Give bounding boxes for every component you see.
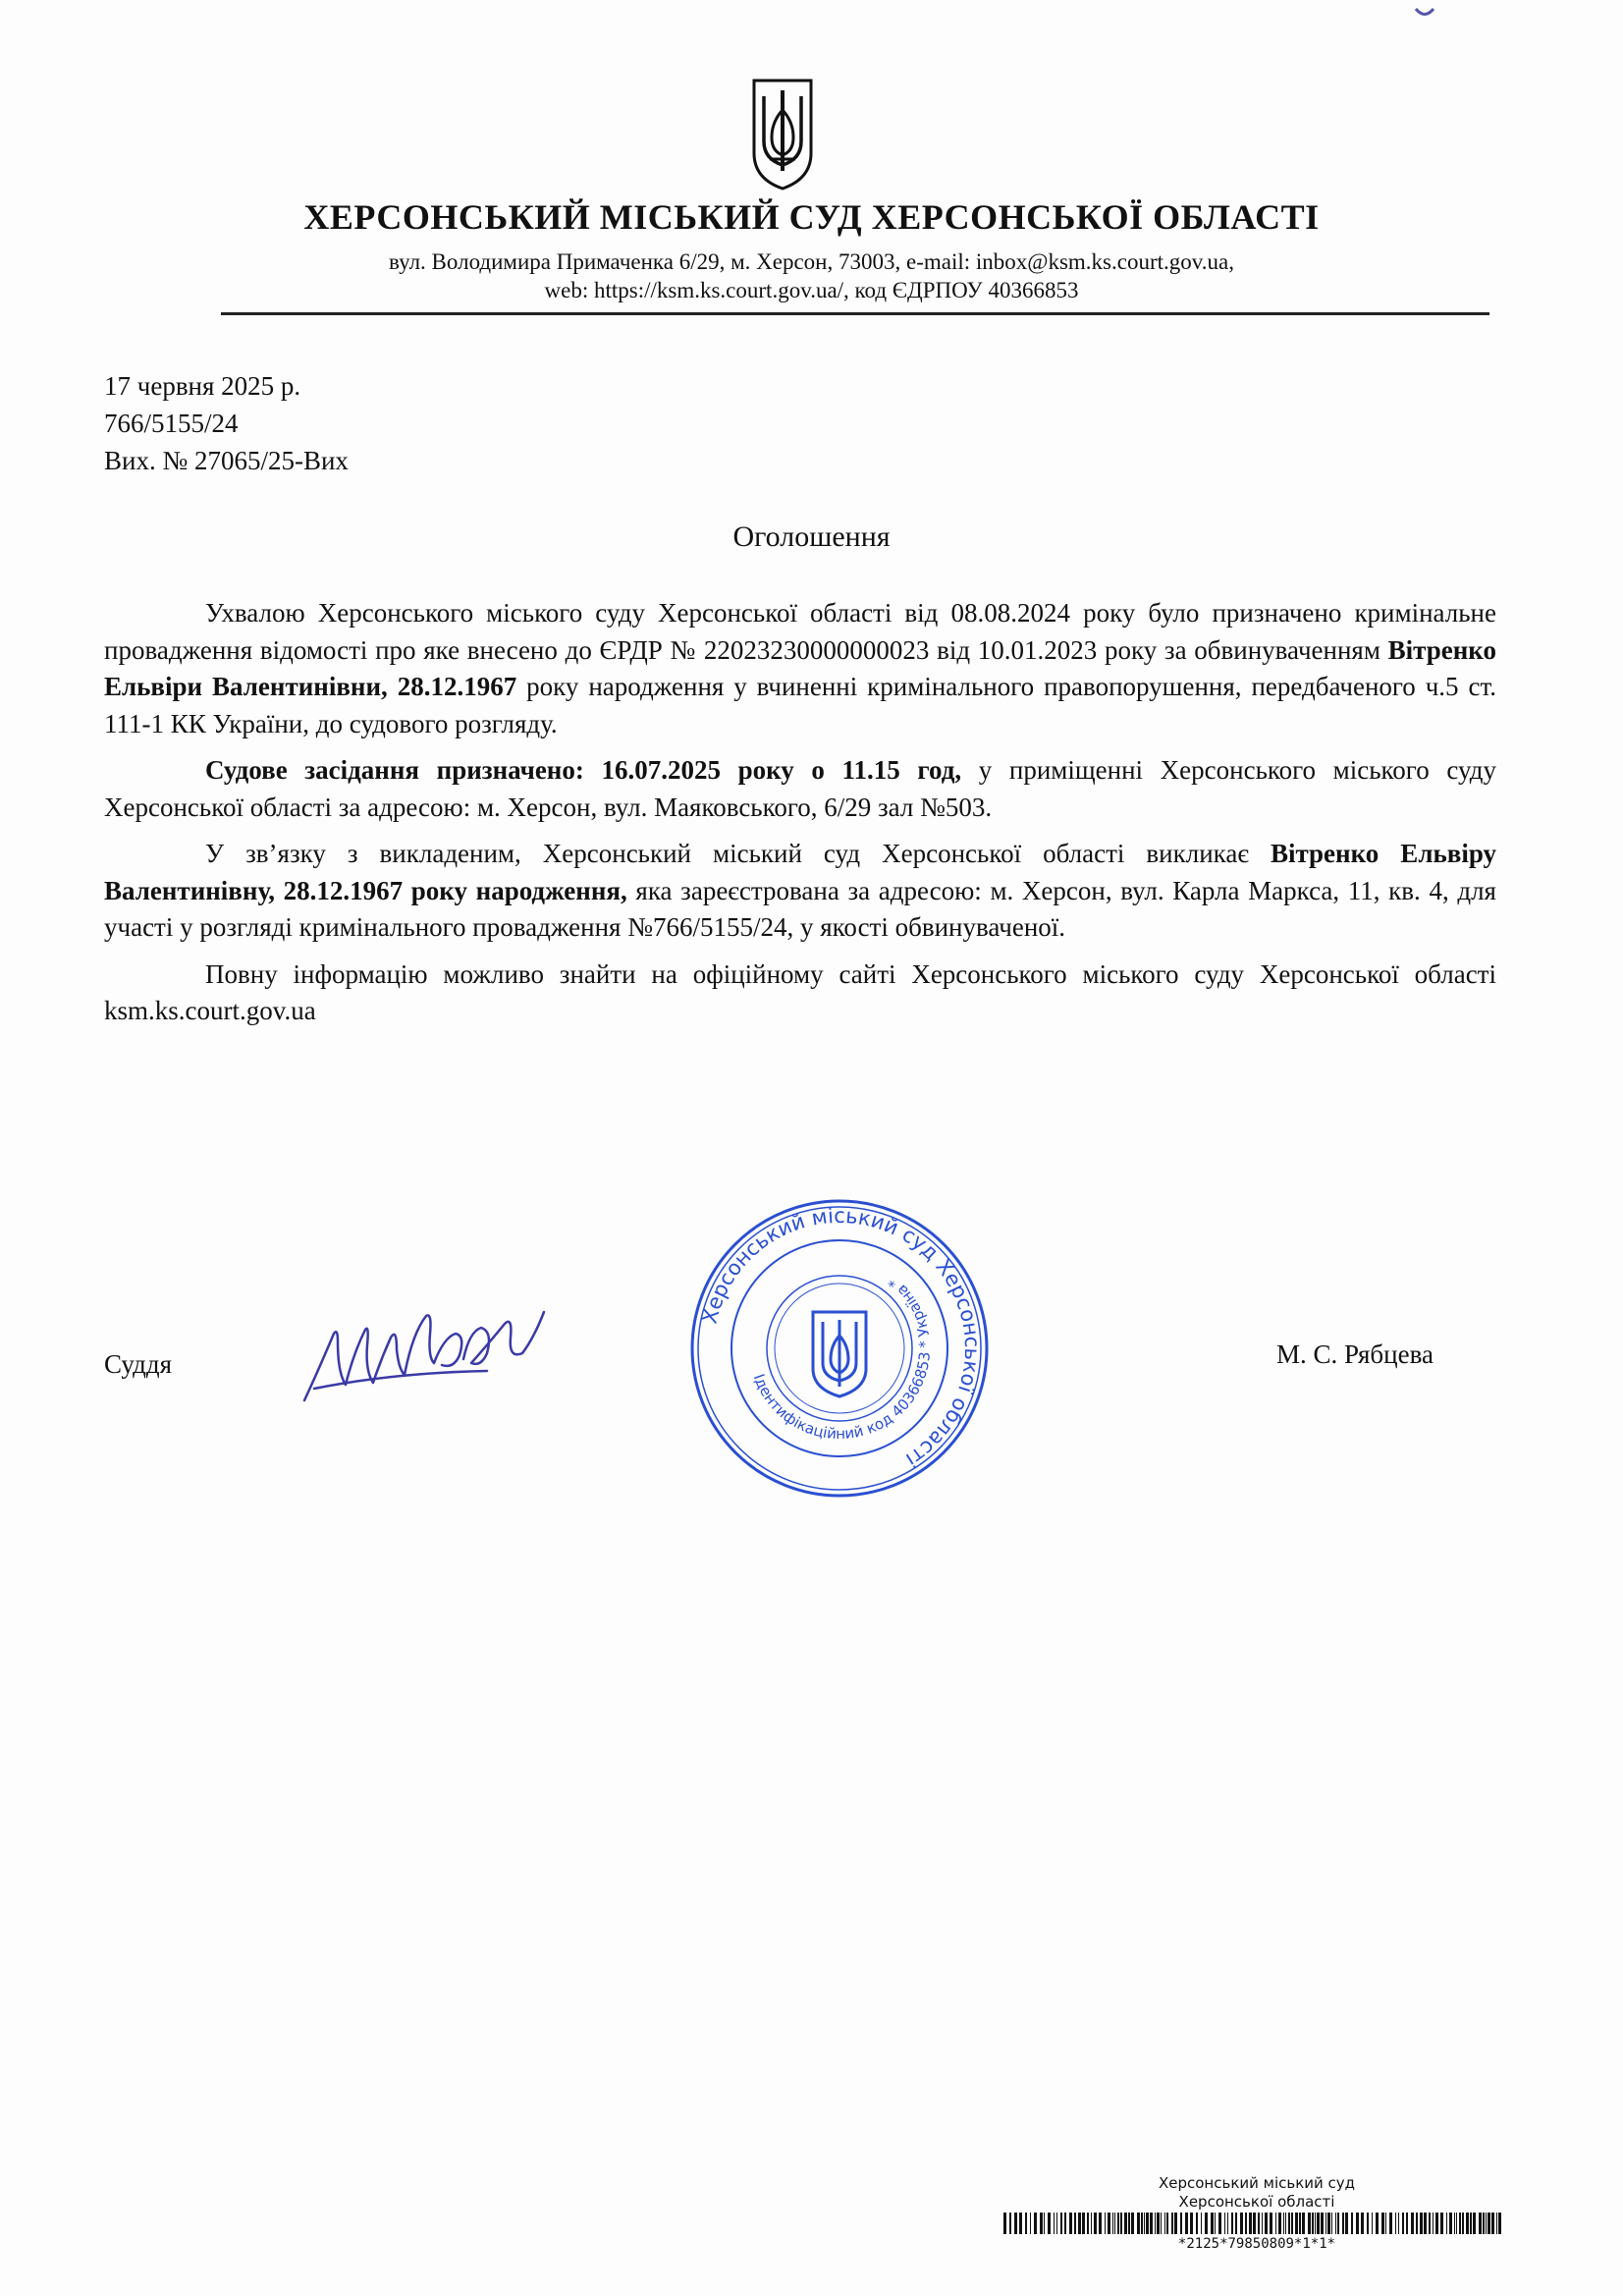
ruling-text: Ухвалою Херсонського міського суду Херсонської області від 08.08.2024 року було призначено кримінальне провадження відомості про яке внесено до ЄРДР № 22023230000000023 від 10.01.2023 року за обвинуваченням [104,598,1496,665]
paragraph-hearing [104,752,1496,826]
judge-name: М. С. Рябцева [1276,1339,1434,1369]
document-heading: Оголошення [732,520,891,553]
paragraph-summons [104,836,1496,947]
summons-text: У зв’язку з викладеним, Херсонський міський суд Херсонської області викликає [205,839,1271,868]
hearing-location: у приміщенні Херсонського міського суду Херсонської області за адресою: м. Херсон, вул. Маяковського, 6/29 зал №503. [104,755,1496,822]
judge-label: Суддя [104,1349,173,1379]
corner-ink-mark [1414,6,1435,20]
letterhead-divider [221,312,1489,315]
barcode [1003,2213,1502,2234]
trident-icon [813,1312,866,1396]
seal-inner-text: Ідентифікаційний код 40366853 * Україна * [749,1273,935,1444]
outgoing-number: Вих. № 27065/25-Вих [104,446,349,475]
announcement-body [104,595,1496,1030]
barcode-number: *2125*79850809*1*1* [1177,2236,1336,2252]
document-date: 17 червня 2025 р. [104,371,301,401]
court-address-line-1: вул. Володимира Примаченка 6/29, м. Херсон, 73003, e-mail: inbox@ksm.ks.court.gov.ua, [389,249,1234,274]
seal-outer-text: Херсонський міський суд Херсонської області [697,1203,985,1472]
defendant-name: Вітренко Ельвіри Валентинівни, 28.12.1967 [104,634,1496,701]
handwritten-signature [295,1294,560,1412]
court-name: ХЕРСОНСЬКИЙ МІСЬКИЙ СУД ХЕРСОНСЬКОЇ ОБЛАСТІ [303,197,1320,237]
hearing-date: Судове засідання призначено: 16.07.2025 року о 11.15 год, [205,755,962,785]
summoned-person: Вітренко Ельвіру Валентинівну, 28.12.1967 року народження, [104,839,1496,905]
paragraph-ruling [104,595,1496,742]
summons-text-end: яка зареєстрована за адресою: м. Херсон, вул. Карла Маркса, 11, кв. 4, для участі у розгляді кримінального провадження №766/5155/24, у якості обвинуваченої. [104,875,1496,942]
paragraph-info: Повну інформацію можливо знайти на офіційному сайті Херсонського міського суду Херсонської області ksm.ks.court.gov.ua [104,958,1496,1025]
case-number: 766/5155/24 [104,409,239,438]
coat-of-arms-icon [750,77,815,192]
footer-court-name-1: Херсонський міський суд [1158,2174,1356,2192]
court-seal-stamp [687,1196,992,1501]
ruling-text-end: року народження у вчиненні кримінального правопорушення, передбаченого ч.5 ст. 111-1 КК України, до судового розгляду. [104,672,1496,738]
court-address-line-2: web: https://ksm.ks.court.gov.ua/, код ЄДРПОУ 40366853 [544,278,1079,302]
footer-court-name-2: Херсонської області [1178,2193,1335,2211]
svg-text:Ідентифікаційний код 40366853 [750,1273,934,1443]
